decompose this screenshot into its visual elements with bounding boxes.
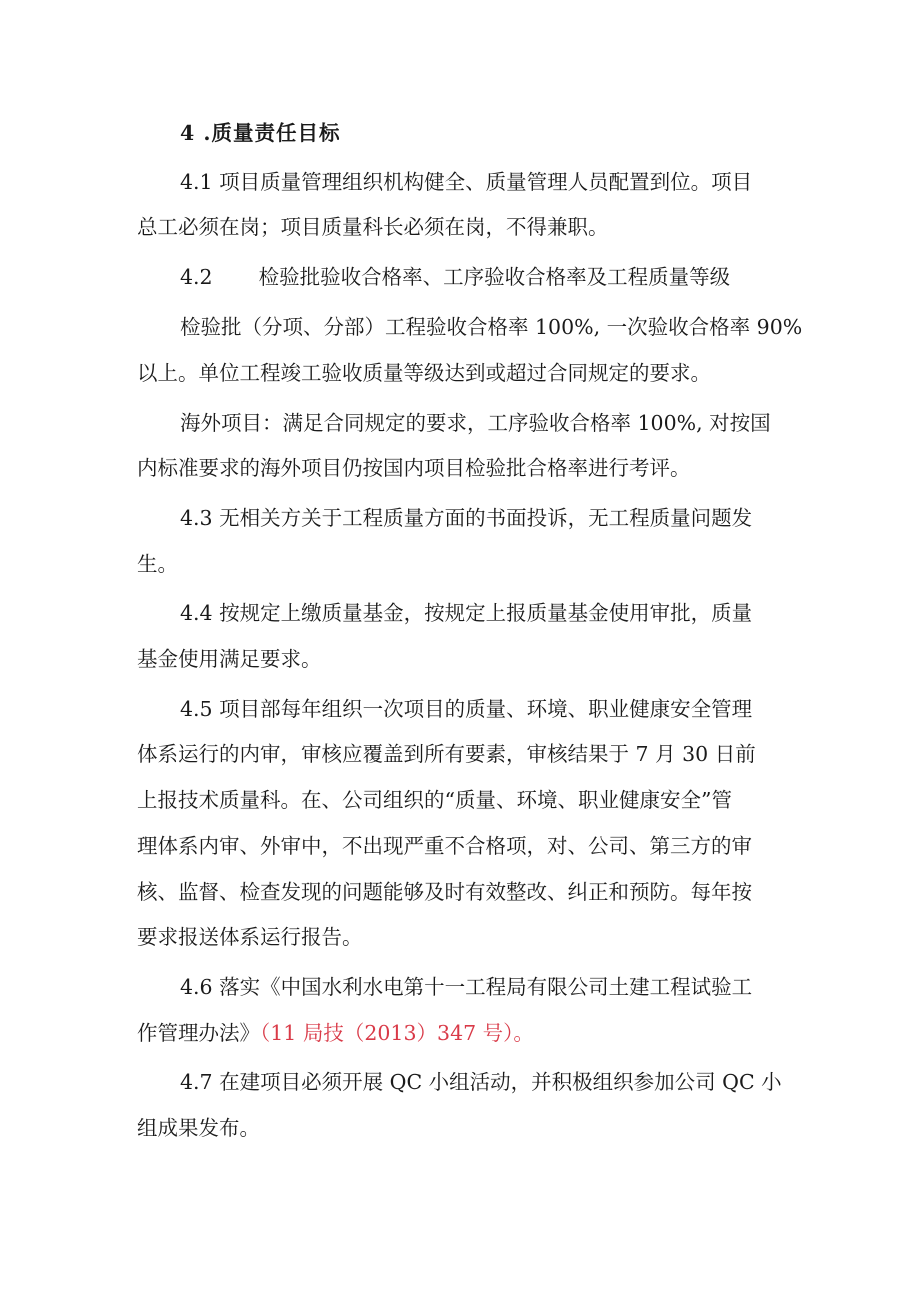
clause-4-5-line-1: 4.5 项目部每年组织一次项目的质量、环境、职业健康安全管理 <box>180 697 753 721</box>
clause-4-4-line-1: 4.4 按规定上缴质量基金，按规定上报质量基金使用审批，质量 <box>180 601 753 625</box>
section-heading: 4 .质量责任目标 <box>180 121 341 145</box>
clause-4-2-heading <box>180 262 787 292</box>
clause-4-3-line-1: 4.3 无相关方关于工程质量方面的书面投诉，无工程质量问题发 <box>180 506 753 530</box>
clause-4-7-line-2: 组成果发布。 <box>137 1116 260 1140</box>
clause-4-6-document-number: （11 局技（2013）347 号）。 <box>260 1021 534 1045</box>
clause-4-2-title: 检验批验收合格率、工序验收合格率及工程质量等级 <box>258 265 731 289</box>
paragraph-acceptance-line-1: 检验批（分项、分部）工程验收合格率 100%, 一次验收合格率 90% <box>180 315 803 339</box>
clause-4-1-line-2: 总工必须在岗；项目质量科长必须在岗，不得兼职。 <box>137 215 609 239</box>
clause-4-3-line-2: 生。 <box>137 552 178 576</box>
paragraph-acceptance-line-2: 以上。单位工程竣工验收质量等级达到或超过合同规定的要求。 <box>137 361 711 385</box>
clause-4-1-line-1: 4.1 项目质量管理组织机构健全、质量管理人员配置到位。项目 <box>180 170 753 194</box>
clause-4-6-line-1: 4.6 落实《中国水利水电第十一工程局有限公司土建工程试验工 <box>180 975 753 999</box>
paragraph-overseas-line-1: 海外项目：满足合同规定的要求，工序验收合格率 100%, 对按国 <box>180 411 771 435</box>
clause-4-5-line-3: 上报技术质量科。在、公司组织的“质量、环境、职业健康安全”管 <box>137 788 732 812</box>
clause-4-6-text: 作管理办法》 <box>137 1021 260 1045</box>
clause-4-4-line-2: 基金使用满足要求。 <box>137 647 322 671</box>
clause-4-5-line-6: 要求报送体系运行报告。 <box>137 925 363 949</box>
clause-4-5-line-5: 核、监督、检查发现的问题能够及时有效整改、纠正和预防。每年按 <box>137 880 752 904</box>
paragraph-overseas-line-2: 内标准要求的海外项目仍按国内项目检验批合格率进行考评。 <box>137 456 691 480</box>
clause-4-5-line-4: 理体系内审、外审中，不出现严重不合格项，对、公司、第三方的审 <box>137 834 752 858</box>
clause-4-6-line-2 <box>137 1018 787 1048</box>
clause-4-2-number: 4.2 <box>180 265 213 289</box>
clause-4-5-line-2: 体系运行的内审，审核应覆盖到所有要素，审核结果于 7 月 30 日前 <box>137 742 756 766</box>
clause-4-7-line-1: 4.7 在建项目必须开展 QC 小组活动，并积极组织参加公司 QC 小 <box>180 1070 782 1094</box>
